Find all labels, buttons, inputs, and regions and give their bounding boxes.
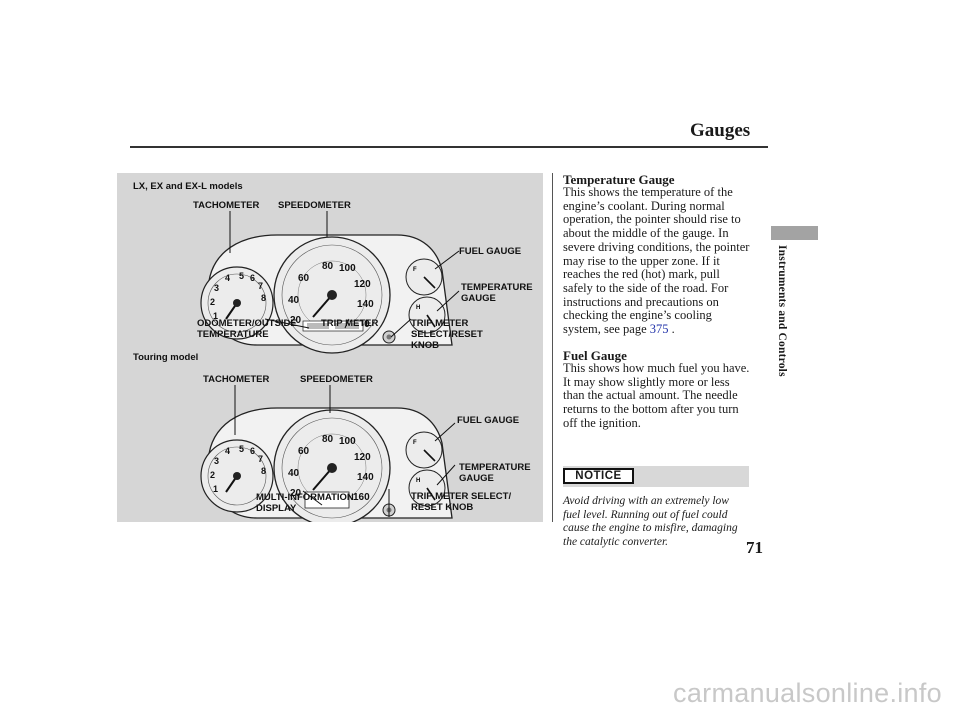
- fuel-body: This shows how much fuel you have. It may show slightly more or less than the actual amount. The needle returns to the bottom after you turn off the ignition.: [563, 361, 750, 430]
- label-speedometer-top: SPEEDOMETER: [278, 200, 351, 211]
- fuel-heading: Fuel Gauge: [563, 348, 627, 363]
- label-fuel-gauge-top: FUEL GAUGE: [459, 246, 522, 257]
- footer: [0, 674, 960, 714]
- temperature-period: .: [668, 322, 675, 337]
- temperature-text: This shows the temperature of the engine’s coolant. During normal operation, the pointer should rise to about the middle of the gauge. In severe driving conditions, the pointer may rise to the upper zone. If it reaches the red (hot) mark, pull safely to the side of the road. For instructions and precautions on checking the engine’s cooling system, see page: [563, 185, 750, 337]
- section-tab: [771, 226, 818, 240]
- page-title: Gauges: [690, 120, 751, 141]
- label-multi-display: MULTI-INFORMATION DISPLAY: [256, 492, 354, 514]
- caption-top: LX, EX and EX-L models: [133, 181, 243, 192]
- section-label-text: Instruments and Controls: [776, 245, 788, 377]
- page-number: 71: [746, 538, 763, 557]
- label-tachometer-bottom: TACHOMETER: [203, 374, 270, 385]
- label-temperature-gauge-top: TEMPERATURE GAUGE: [461, 282, 533, 304]
- column-divider: [552, 173, 553, 522]
- temperature-heading: Temperature Gauge: [563, 172, 675, 187]
- label-speedometer-bottom: SPEEDOMETER: [300, 374, 373, 385]
- label-trip-knob-top: TRIP METER SELECT/RESET KNOB: [411, 318, 483, 351]
- label-odometer: ODOMETER/OUTSIDE TEMPERATURE: [197, 318, 297, 340]
- page-link-375[interactable]: 375: [649, 322, 669, 337]
- label-trip-knob-bottom: TRIP METER SELECT/ RESET KNOB: [411, 491, 512, 513]
- label-temperature-gauge-bottom: TEMPERATURE GAUGE: [459, 462, 531, 484]
- header-rule: [130, 146, 768, 148]
- label-tachometer-top: TACHOMETER: [193, 200, 260, 211]
- section-label: [776, 245, 788, 395]
- notice-badge: [563, 468, 634, 484]
- caption-bottom: Touring model: [133, 352, 199, 363]
- temperature-body: [563, 186, 773, 337]
- notice-text: Avoid driving with an extremely low fuel level. Running out of fuel could cause the engine to misfire, damaging the catalytic converter.: [563, 495, 738, 549]
- footer-watermark[interactable]: carmanualsonline.info: [673, 678, 942, 708]
- label-fuel-gauge-bottom: FUEL GAUGE: [457, 415, 520, 426]
- label-trip-meter: TRIP METER: [321, 318, 379, 329]
- notice-label: NOTICE: [575, 470, 622, 482]
